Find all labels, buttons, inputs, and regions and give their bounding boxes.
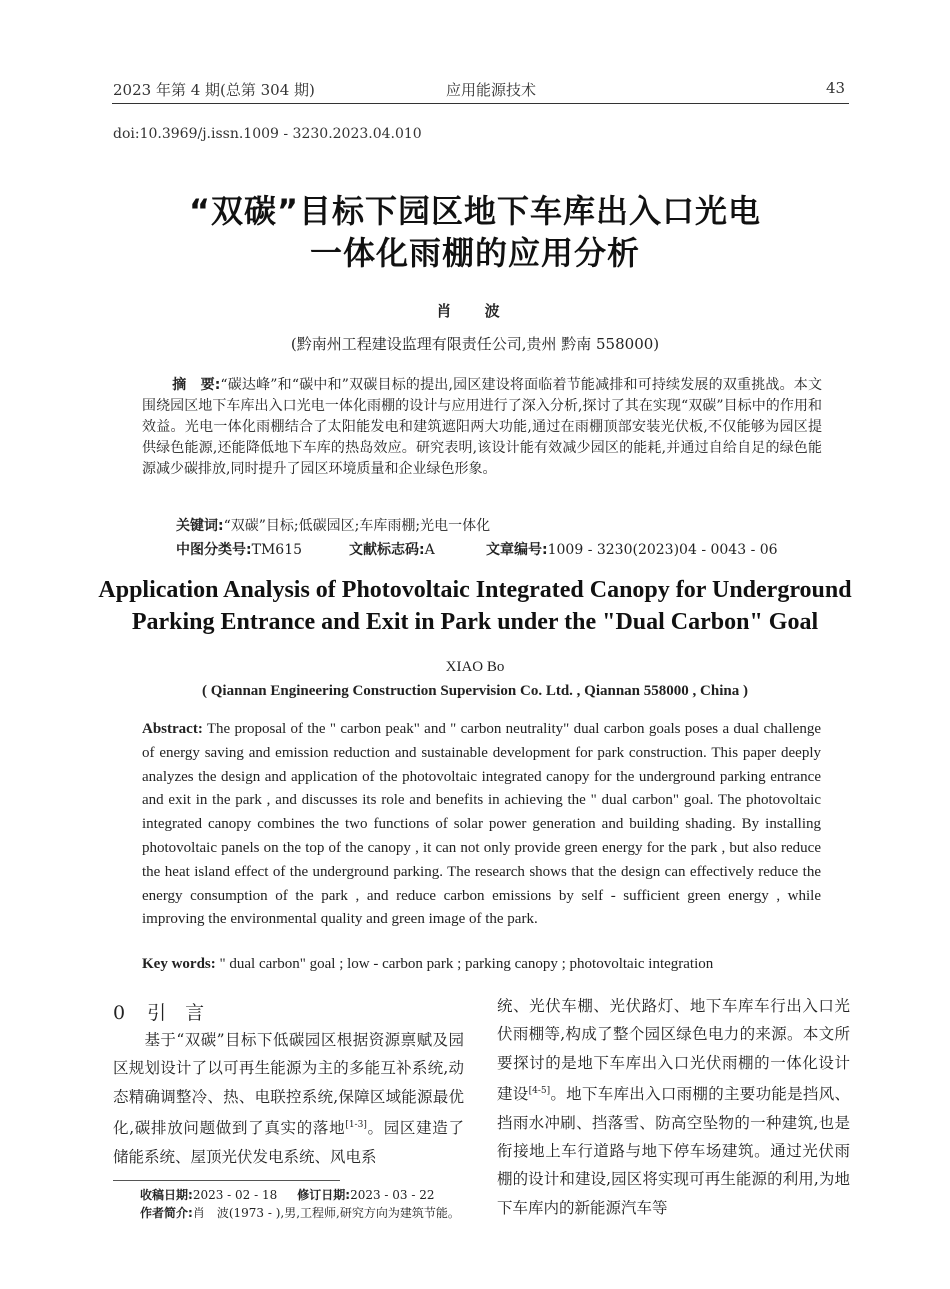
doi: doi:10.3969/j.issn.1009 - 3230.2023.04.010: [113, 126, 422, 142]
body-right-text-2: 。地下车库出入口雨棚的主要功能是挡风、挡雨水冲刷、挡落雪、防高空坠物的一种建筑,也是衔接地上车行道路与地下停车场建筑。通过光伏雨棚的设计和建设,园区将实现可再生能源的利用,为地下车库内的新能源汽车等: [497, 1085, 850, 1217]
keywords-en: [142, 956, 713, 973]
footnote-author-bio: [140, 1204, 460, 1221]
keywords-en-text: " dual carbon" goal ; low - carbon park ; parking canopy ; photovoltaic integration: [215, 956, 714, 972]
keywords-cn: [176, 515, 490, 535]
article-number-value: 1009 - 3230(2023)04 - 0043 - 06: [547, 542, 778, 558]
revised-label: 修订日期:: [297, 1188, 351, 1202]
header-divider: [112, 103, 849, 104]
header-issue: 2023 年第 4 期(总第 304 期): [113, 81, 315, 99]
affiliation-cn: (黔南州工程建设监理有限责任公司,贵州 黔南 558000): [290, 335, 660, 353]
keywords-cn-text: “双碳”目标;低碳园区;车库雨棚;光电一体化: [223, 518, 491, 534]
keywords-en-label: Key words:: [142, 956, 216, 972]
abstract-en-text: The proposal of the " carbon peak" and " carbon neutrality" dual carbon goals poses a dual challenge of energy saving and emission reduction and sustainable development for park construction. This paper deeply analyzes the design and application of the photovoltaic integrated canopy for the underground parking entrance and exit in the park , and discusses its role and benefits in achieving the " dual carbon" goal. The photovoltaic integrated canopy combines the two functions of solar power generation and building shading. By installing photovoltaic panels on the top of the canopy , it can not only provide green energy for the park , but also reduce the heat island effect of the underground parking. The research shows that the design can effectively reduce the energy consumption of the park , and reduce carbon emissions by self - sufficient green energy , while improving the environmental quality and green image of the park.: [142, 721, 821, 928]
article-number: [486, 539, 778, 559]
clc-number: [176, 539, 302, 559]
section-title: 引 言: [147, 1002, 205, 1024]
clc-value: TM615: [251, 542, 303, 558]
citation-1-3: [1-3]: [345, 1120, 367, 1131]
title-en: [0, 574, 950, 638]
affiliation-en: ( Qiannan Engineering Construction Supervision Co. Ltd. , Qiannan 558000 , China ): [202, 683, 748, 699]
abstract-cn-text: “碳达峰”和“碳中和”双碳目标的提出,园区建设将面临着节能减排和可持续发展的双重挑战。本文围绕园区地下车库出入口光电一体化雨棚的设计与应用进行了深入分析,探讨了其在实现“双碳”目标中的作用和效益。光电一体化雨棚结合了太阳能发电和建筑遮阳两大功能,通过在雨棚顶部安装光伏板,不仅能够为园区提供绿色能源,还能降低地下车库的热岛效应。研究表明,该设计能有效减少园区的能耗,并通过自给自足的绿色能源减少碳排放,同时提升了园区环境质量和企业绿色形象。: [142, 377, 822, 477]
body-left-text-1: 基于“双碳”目标下低碳园区根据资源禀赋及园区规划设计了以可再生能源为主的多能互补系统,动态精确调整冷、热、电联控系统,保障区域能源最优化,碳排放问题做到了真实的落地: [113, 1031, 464, 1138]
body-left-text-2: 。园区建造了储能系统、屋顶光伏发电系统、风电系: [113, 1119, 464, 1166]
body-left-column: [113, 1026, 464, 1171]
section-number: 0: [113, 1002, 126, 1024]
footnote-divider: [113, 1180, 340, 1181]
author-en: XIAO Bo: [445, 659, 505, 675]
abstract-cn-label: 摘 要:: [172, 377, 221, 393]
bio-text: 肖 波(1973 - ),男,工程师,研究方向为建筑节能。: [192, 1206, 460, 1220]
document-code: [349, 539, 435, 559]
header-page-number: 43: [826, 79, 846, 97]
abstract-en-label: Abstract:: [142, 721, 203, 737]
author-cn: 肖 波: [436, 302, 514, 320]
citation-4-5: [4-5]: [528, 1086, 551, 1097]
revised-date: 2023 - 03 - 22: [350, 1188, 435, 1202]
keywords-cn-label: 关键词:: [176, 518, 224, 534]
article-number-label: 文章编号:: [486, 542, 548, 558]
document-code-value: A: [424, 542, 435, 558]
body-right-text-1: 统、光伏车棚、光伏路灯、地下车库车行出入口光伏雨棚等,构成了整个园区绿色电力的来源。本文所要探讨的是地下车库出入口光伏雨棚的一体化设计建设: [497, 997, 850, 1104]
received-label: 收稿日期:: [140, 1188, 193, 1202]
section-heading: [113, 998, 226, 1025]
title-cn-line-2: 一体化雨棚的应用分析: [309, 234, 640, 272]
abstract-cn: [142, 375, 822, 480]
clc-label: 中图分类号:: [176, 542, 252, 558]
received-date: 2023 - 02 - 18: [192, 1188, 278, 1202]
body-right-column: [497, 992, 850, 1222]
header-journal: 应用能源技术: [446, 81, 537, 99]
title-en-line-1: Application Analysis of Photovoltaic Integrated Canopy for Underground: [98, 577, 852, 603]
bio-label: 作者简介:: [140, 1206, 193, 1220]
abstract-en: [142, 718, 821, 932]
document-code-label: 文献标志码:: [349, 542, 425, 558]
title-en-line-2: Parking Entrance and Exit in Park under the "Dual Carbon" Goal: [131, 609, 819, 635]
title-cn-line-1: “双碳”目标下园区地下车库出入口光电: [188, 192, 762, 230]
footnote-dates: [140, 1186, 435, 1203]
